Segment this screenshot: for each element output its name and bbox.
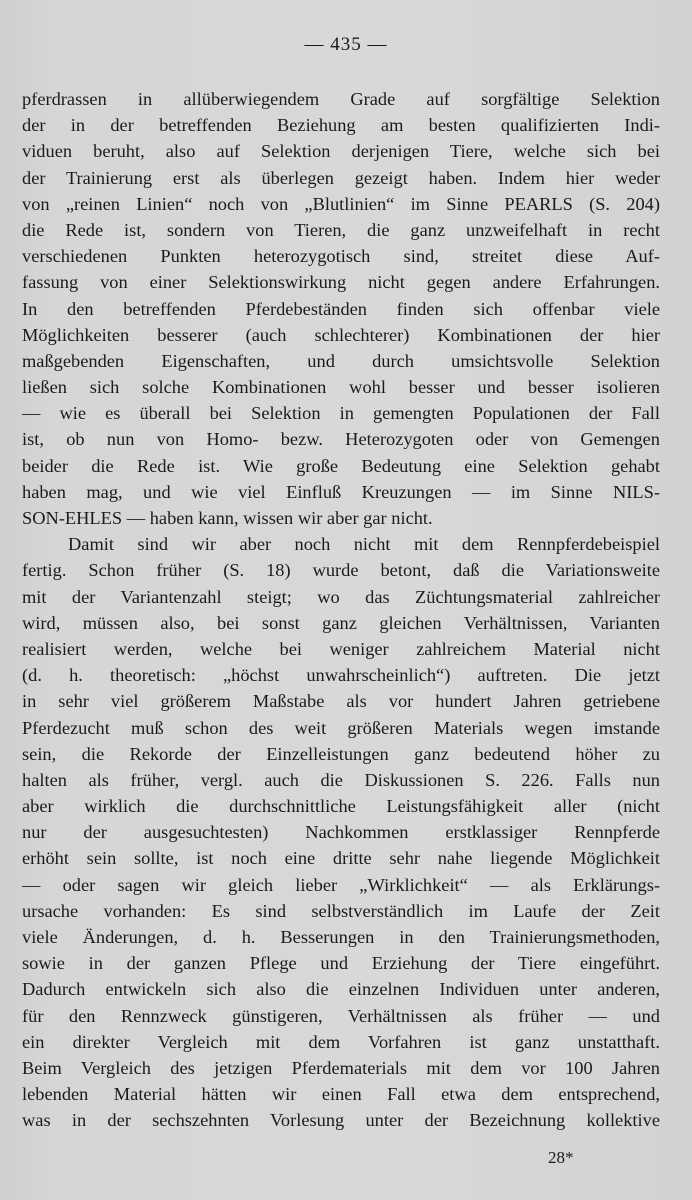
text-line: (d. h. theoretisch: „höchst unwahrscheinlich“) auftreten. Die jetzt bbox=[22, 665, 660, 686]
text-line: sein, die Rekorde der Einzelleistungen ganz bedeutend höher zu bbox=[22, 743, 660, 764]
text-line: ein direkter Vergleich mit dem Vorfahren ist ganz unstatthaft. bbox=[22, 1031, 660, 1052]
body-text bbox=[22, 86, 660, 1134]
page-number: — 435 — bbox=[304, 34, 388, 55]
text-line: erhöht sein sollte, ist noch eine dritte sehr nahe liegende Möglichkeit bbox=[22, 848, 660, 869]
text-line: viele Änderungen, d. h. Besserungen in den Trainierungsmethoden, bbox=[22, 927, 660, 947]
text-line: ist, ob nun von Homo- bezw. Heterozygoten oder von Gemengen bbox=[22, 429, 660, 450]
text-line: Dadurch entwickeln sich also die einzelnen Individuen unter anderen, bbox=[22, 979, 660, 1000]
text-line: aber wirklich die durchschnittliche Leistungsfähigkeit aller (nicht bbox=[22, 796, 660, 817]
text-line: — wie es überall bei Selektion in gemengten Populationen der Fall bbox=[22, 403, 660, 424]
text-line: Pferdezucht muß schon des weit größeren Materials wegen imstande bbox=[22, 717, 660, 738]
text-line: mit der Variantenzahl steigt; wo das Züchtungsmaterial zahlreicher bbox=[22, 586, 660, 607]
text-line: wird, müssen also, bei sonst ganz gleichen Verhältnissen, Varianten bbox=[22, 612, 660, 633]
paragraph-end-line: SON-EHLES — haben kann, wissen wir aber gar nicht. bbox=[22, 508, 433, 528]
text-line: die Rede ist, sondern von Tieren, die ganz unzweifelhaft in recht bbox=[22, 219, 660, 240]
text-line: ließen sich solche Kombinationen wohl besser und besser isolieren bbox=[22, 377, 660, 398]
text-line: lebenden Material hätten wir einen Fall etwa dem entsprechend, bbox=[22, 1084, 660, 1105]
text-line: viduen beruht, also auf Selektion derjenigen Tiere, welche sich bei bbox=[22, 141, 660, 162]
text-line: Möglichkeiten besserer (auch schlechterer) Kombinationen der hier bbox=[22, 324, 660, 345]
text-line: maßgebenden Eigenschaften, und durch umsichtsvolle Selektion bbox=[22, 350, 660, 371]
text-line: der Trainierung erst als überlegen gezeigt haben. Indem hier weder bbox=[22, 167, 660, 188]
text-line: was in der sechszehnten Vorlesung unter der Bezeichnung kollektive bbox=[22, 1110, 660, 1131]
text-line: In den betreffenden Pferdebeständen finden sich offenbar viele bbox=[22, 298, 660, 319]
text-line: Beim Vergleich des jetzigen Pferdematerials mit dem vor 100 Jahren bbox=[22, 1057, 660, 1078]
text-line: fassung von einer Selektionswirkung nicht gegen andere Erfahrungen. bbox=[22, 272, 660, 293]
text-line: sowie in der ganzen Pflege und Erziehung der Tiere eingeführt. bbox=[22, 953, 660, 974]
text-line: der in der betreffenden Beziehung am besten qualifizierten Indi- bbox=[22, 115, 660, 136]
paragraph-start-line: Damit sind wir aber noch nicht mit dem Rennpferdebeispiel bbox=[68, 534, 660, 555]
text-line: halten als früher, vergl. auch die Diskussionen S. 226. Falls nun bbox=[22, 769, 660, 790]
text-line: in sehr viel größerem Maßstabe als vor hundert Jahren getriebene bbox=[22, 691, 660, 712]
text-line: haben mag, und wie viel Einfluß Kreuzungen — im Sinne NILS- bbox=[22, 481, 660, 502]
text-line: ursache vorhanden: Es sind selbstverständlich im Laufe der Zeit bbox=[22, 900, 660, 921]
text-line: beider die Rede ist. Wie große Bedeutung eine Selektion gehabt bbox=[22, 455, 660, 476]
text-line: verschiedenen Punkten heterozygotisch sind, streitet diese Auf- bbox=[22, 246, 660, 267]
text-line: pferdrassen in allüberwiegendem Grade auf sorgfältige Selektion bbox=[22, 89, 660, 109]
text-line: — oder sagen wir gleich lieber „Wirklichkeit“ — als Erklärungs- bbox=[22, 874, 660, 895]
text-line: für den Rennzweck günstigeren, Verhältnissen als früher — und bbox=[22, 1005, 660, 1026]
signature-mark: 28* bbox=[548, 1148, 574, 1167]
text-line: von „reinen Linien“ noch von „Blutlinien“ im Sinne PEARLS (S. 204) bbox=[22, 193, 660, 214]
text-line: realisiert werden, welche bei weniger zahlreichem Material nicht bbox=[22, 638, 660, 659]
text-line: nur der ausgesuchtesten) Nachkommen erstklassiger Rennpferde bbox=[22, 822, 660, 843]
text-line: fertig. Schon früher (S. 18) wurde betont, daß die Variationsweite bbox=[22, 560, 660, 581]
